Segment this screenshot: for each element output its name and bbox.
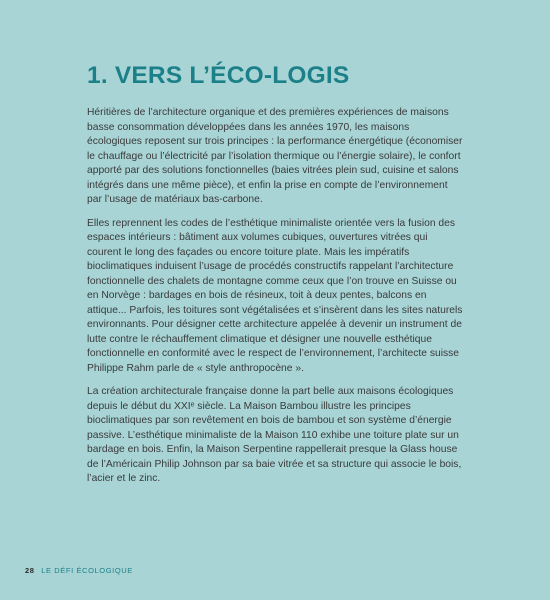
page-heading: 1. VERS L’ÉCO-LOGIS [87, 62, 350, 89]
page-number: 28 [25, 566, 35, 575]
section-title: LE DÉFI ÉCOLOGIQUE [41, 566, 133, 575]
page-footer [25, 566, 133, 575]
paragraph-2: Elles reprennent les codes de l’esthétique minimaliste orientée vers la fusion des espaces intérieurs : bâtiment aux volumes cubiques, ouvertures vitrées qui courent le long des façades ou encore toiture plate. Mais les impératifs bioclimatiques induisent l’usage de procédés constructifs rappelant l’architecture fonctionnelle des chalets de montagne comme ceux que l’on trouve en Suisse ou en Norvège : bardages en bois de résineux, toit à deux pentes, balcons en attique... Parfois, les toitures sont végétalisées et s’insèrent dans les sites naturels environnants. Pour désigner cette architecture appelée à devenir un instrument de lutte contre le réchauffement climatique et désigner une nouvelle esthétique fonctionnelle en conformité avec le respect de l’environnement, l’architecte suisse Philippe Rahm parle de « style anthropocène ». [87, 217, 463, 374]
paragraph-1: Héritières de l’architecture organique et des premières expériences de maisons basse consommation développées dans les années 1970, les maisons écologiques reposent sur trois principes : la performance énergétique (économiser le chauffage ou l’électricité par l’isolation thermique ou l’énergie solaire), le confort apporté par des solutions fonctionnelles (baies vitrées plein sud, cuisine et salons intégrés dans une même pièce), et enfin la prise en compte de l’environnement par l’usage de matériaux bas-carbone. [87, 107, 463, 205]
body-text [87, 106, 463, 496]
paragraph-3: La création architecturale française donne la part belle aux maisons écologiques depuis le début du XXIᵉ siècle. La Maison Bambou illustre les principes bioclimatiques par son revêtement en bois de bambou et son système d’énergie passive. L’esthétique minimaliste de la Maison 110 exhibe une toiture plate sur un bardage en bois. Enfin, la Maison Serpentine rappellerait presque la Glass house de l’Américain Philip Johnson par sa baie vitrée et sa structure qui associe le bois, l’acier et le zinc. [87, 386, 462, 484]
